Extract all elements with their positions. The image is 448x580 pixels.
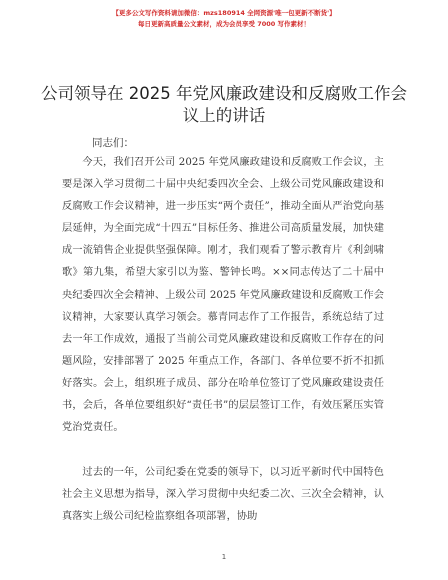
document-title: 公司领导在 2025 年党风廉政建设和反腐败工作会议上的讲话 [41,84,407,125]
promo-banner-line-1: 【更多公文写作资料请加微信：mzs180914 全网资源'唯一包更新不断货'】 [112,9,336,17]
greeting: 同志们： [92,137,134,149]
promo-banner-line-2: 每日更新高质量公文素材，成为会员享受 7000 写作素材！ [137,20,311,28]
promo-banner [0,8,448,30]
body-paragraph-2: 过去的一年，公司纪委在党委的领导下，以习近平新时代中国特色社会主义思想为指导，深入学习贯彻中央纪委二次、三次全会精神，认真落实上级公司纪检监察组各项部署，协助 [62,467,384,523]
body-paragraph-1: 今天，我们召开公司 2025 年党风廉政建设和反腐败工作会议，主要是深入学习贯彻二十届中央纪委四次全会、上级公司党风廉政建设和反腐败工作会议精神，进一步压实“两个责任”，推动全面从严治党向基层延伸，为全面完成“十四五”目标任务、推进公司高质量发展，加快建成一流销售企业提供坚强保障。刚才，我们观看了警示教育片《利剑啸歌》第九集，希望大家引以为鉴、警钟长鸣。××同志传达了二十届中央纪委四次全会精神、上级公司 2025 年党风廉政建设和反腐败工作会议精神，大家要认真学习领会。慕青同志作了工作报告，系统总结了过去一年工作成效，通报了当前公司党风廉政建设和反腐败工作存在的问题风险，安排部署了 2025 年重点工作，各部门、各单位要不折不扣抓好落实。会上，组织班子成员、部分在哈单位签订了党风廉政建设责任书，会后，各单位要组织好“责任书”的层层签订工作，有效压紧压实管党治党责任。 [62,157,384,434]
page-number: 1 [221,553,227,561]
